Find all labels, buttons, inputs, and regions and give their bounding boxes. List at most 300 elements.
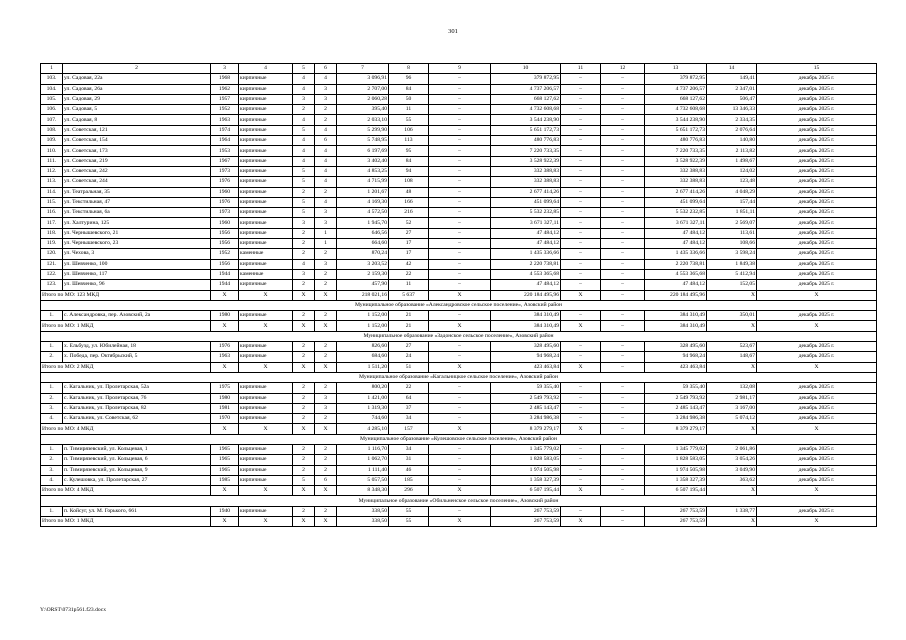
table-cell: 122. <box>41 269 63 279</box>
table-cell: – <box>561 393 601 403</box>
table-cell: – <box>561 249 601 259</box>
table-cell: 1 319,30 <box>337 403 389 413</box>
table-cell: кирпичные <box>239 506 293 516</box>
table-cell: 4 732 608,68 <box>491 105 561 115</box>
table-cell: ул. Садовая, 29 <box>63 94 211 104</box>
table-cell: 3 203,52 <box>337 259 389 269</box>
table-row <box>41 218 877 228</box>
table-cell: 2 <box>293 280 315 290</box>
total-cell: X <box>707 486 757 496</box>
table-cell: ул. Садовая, 26а <box>63 84 211 94</box>
table-cell: кирпичные <box>239 166 293 176</box>
total-row <box>41 424 877 434</box>
total-row <box>41 321 877 331</box>
total-cell: 220 184 495,96 <box>645 290 707 300</box>
table-row <box>41 146 877 156</box>
table-cell: – <box>429 259 491 269</box>
table-cell: 1 828 583,05 <box>491 455 561 465</box>
table-cell: 4 <box>315 74 337 84</box>
table-cell: 668 127,62 <box>491 94 561 104</box>
table-row <box>41 280 877 290</box>
table-row <box>41 393 877 403</box>
table-cell: 2 <box>293 414 315 424</box>
table-cell: 5 651 172,73 <box>645 125 707 135</box>
table-cell: 111. <box>41 156 63 166</box>
total-cell: 220 184 495,96 <box>491 290 561 300</box>
table-cell: 1 <box>315 239 337 249</box>
total-row <box>41 517 877 527</box>
table-cell: 24 <box>389 352 429 362</box>
table-cell: декабрь 2025 г. <box>757 506 877 516</box>
table-cell: – <box>601 444 645 454</box>
table-cell: 3 671 327,11 <box>491 218 561 228</box>
footer-file-path: Y:\ORST\0731p561.f23.docx <box>40 607 106 613</box>
table-cell: 3 671 327,11 <box>645 218 707 228</box>
table-cell: 480 776,83 <box>645 136 707 146</box>
table-cell: – <box>429 197 491 207</box>
table-cell: 5 057,50 <box>337 475 389 485</box>
table-cell: 2 <box>293 403 315 413</box>
table-cell: с. Кагальник, ул. Пролетарская, 76 <box>63 393 211 403</box>
table-cell: ул. Шевченко, 100 <box>63 259 211 269</box>
table-row <box>41 239 877 249</box>
table-cell: 64 <box>389 393 429 403</box>
table-cell: – <box>561 269 601 279</box>
table-cell: 1980 <box>211 393 239 403</box>
table-cell: п. Тимирязевский, ул. Кольцевая, 9 <box>63 465 211 475</box>
total-cell: Итого по МО: 1 МКД <box>41 517 211 527</box>
table-cell: 1965 <box>211 465 239 475</box>
table-cell: 646,56 <box>337 228 389 238</box>
table-cell: 870,24 <box>337 249 389 259</box>
table-cell: 800,20 <box>337 383 389 393</box>
table-cell: – <box>601 115 645 125</box>
table-row <box>41 74 877 84</box>
table-cell: ул. Чехова, 3 <box>63 249 211 259</box>
table-cell: – <box>429 352 491 362</box>
column-number: 6 <box>315 64 337 74</box>
table-cell: 2 677 414,26 <box>645 187 707 197</box>
table-cell: кирпичные <box>239 84 293 94</box>
total-cell: X <box>293 424 315 434</box>
table-cell: – <box>601 259 645 269</box>
table-row <box>41 444 877 454</box>
table-cell: декабрь 2025 г. <box>757 465 877 475</box>
table-cell: п. Тимирязевский, ул. Кольцевая, 1 <box>63 444 211 454</box>
table-cell: ул. Советская, 244 <box>63 177 211 187</box>
table-cell: ул. Советская, 242 <box>63 166 211 176</box>
table-cell: – <box>429 228 491 238</box>
table-cell: 1 945,70 <box>337 218 389 228</box>
total-cell: 21 <box>389 321 429 331</box>
table-row <box>41 177 877 187</box>
table-cell: – <box>429 187 491 197</box>
table-cell: 2 <box>315 444 337 454</box>
table-cell: 124,02 <box>707 166 757 176</box>
table-cell: 84 <box>389 84 429 94</box>
table-cell: кирпичные <box>239 455 293 465</box>
total-cell: X <box>429 362 491 372</box>
table-cell: 4 <box>293 74 315 84</box>
table-cell: декабрь 2025 г. <box>757 208 877 218</box>
table-cell: 1944 <box>211 269 239 279</box>
total-cell: X <box>429 517 491 527</box>
table-row <box>41 269 877 279</box>
table-cell: 5 <box>293 475 315 485</box>
table-cell: – <box>601 74 645 84</box>
table-cell: 1980 <box>211 311 239 321</box>
total-row <box>41 362 877 372</box>
total-cell: X <box>429 424 491 434</box>
table-cell: – <box>561 218 601 228</box>
table-cell: 1 111,40 <box>337 465 389 475</box>
total-cell: X <box>315 362 337 372</box>
table-cell: 379 872,95 <box>645 74 707 84</box>
table-cell: 2 <box>293 352 315 362</box>
total-cell: X <box>315 424 337 434</box>
total-cell: X <box>561 486 601 496</box>
table-row <box>41 403 877 413</box>
table-cell: 451 099,64 <box>491 197 561 207</box>
table-cell: 4. <box>41 414 63 424</box>
table-cell: 31 <box>389 455 429 465</box>
table-cell: – <box>561 156 601 166</box>
table-cell: – <box>561 228 601 238</box>
table-cell: 47 484,12 <box>645 239 707 249</box>
section-header-row <box>41 496 877 506</box>
total-cell: X <box>707 517 757 527</box>
total-cell: 157 <box>389 424 429 434</box>
column-number: 12 <box>601 64 645 74</box>
table-cell: 4 <box>293 136 315 146</box>
total-cell: X <box>239 321 293 331</box>
table-cell: 108 <box>389 177 429 187</box>
total-cell: X <box>757 362 877 372</box>
table-cell: 480 776,83 <box>491 136 561 146</box>
table-cell: 1. <box>41 311 63 321</box>
total-cell: – <box>601 290 645 300</box>
total-cell: X <box>211 486 239 496</box>
table-cell: 1960 <box>211 187 239 197</box>
table-cell: – <box>601 342 645 352</box>
table-cell: 5 <box>293 125 315 135</box>
table-cell: ул. Советская, 219 <box>63 156 211 166</box>
table-cell: 664,60 <box>337 239 389 249</box>
table-cell: 506,47 <box>707 94 757 104</box>
table-cell: кирпичные <box>239 259 293 269</box>
table-cell: 7 220 733,35 <box>491 146 561 156</box>
table-cell: 2 <box>315 383 337 393</box>
table-cell: – <box>429 393 491 403</box>
total-cell: X <box>239 424 293 434</box>
table-cell: декабрь 2025 г. <box>757 94 877 104</box>
table-cell: 2 <box>315 269 337 279</box>
table-cell: с. Кагальник, ул. Советская, 62 <box>63 414 211 424</box>
table-cell: декабрь 2025 г. <box>757 197 877 207</box>
table-cell: 50 <box>389 94 429 104</box>
table-cell: кирпичные <box>239 115 293 125</box>
table-cell: 1 974 505,98 <box>645 465 707 475</box>
table-cell: 17 <box>389 249 429 259</box>
total-cell: X <box>707 321 757 331</box>
table-cell: декабрь 2025 г. <box>757 342 877 352</box>
table-cell: 185 <box>389 475 429 485</box>
table-cell: – <box>429 156 491 166</box>
table-cell: 3 284 986,38 <box>491 414 561 424</box>
table-cell: 4 737 206,57 <box>645 84 707 94</box>
table-cell: 4 853,25 <box>337 166 389 176</box>
table-cell: кирпичные <box>239 280 293 290</box>
table-cell: – <box>601 208 645 218</box>
table-cell: 5 532 232,85 <box>491 208 561 218</box>
table-cell: 103. <box>41 74 63 84</box>
section-title: Муниципальное образование «Кагальницкое сельское поселение», Азовский район <box>41 372 877 382</box>
table-cell: 1 851,11 <box>707 208 757 218</box>
table-cell: кирпичные <box>239 465 293 475</box>
table-cell: 84 <box>389 156 429 166</box>
table-cell: ул. Садовая, 22а <box>63 74 211 84</box>
table-cell: – <box>429 249 491 259</box>
table-cell: – <box>601 197 645 207</box>
total-cell: Итого по МО: 1 МКД <box>41 321 211 331</box>
table-cell: 1976 <box>211 177 239 187</box>
table-cell: – <box>561 465 601 475</box>
table-row <box>41 455 877 465</box>
table-cell: декабрь 2025 г. <box>757 259 877 269</box>
table-cell: 2 <box>315 352 337 362</box>
table-cell: – <box>601 166 645 176</box>
table-cell: – <box>601 352 645 362</box>
table-cell: 2. <box>41 393 63 403</box>
table-cell: декабрь 2025 г. <box>757 444 877 454</box>
table-cell: 3 <box>315 218 337 228</box>
table-row <box>41 84 877 94</box>
column-number: 7 <box>337 64 389 74</box>
table-cell: 3 <box>315 259 337 269</box>
total-cell: X <box>429 290 491 300</box>
table-cell: 332 388,83 <box>645 177 707 187</box>
total-cell: – <box>601 321 645 331</box>
table-cell: 1 435 336,66 <box>491 249 561 259</box>
table-cell: 2 <box>315 506 337 516</box>
table-cell: 4 <box>293 84 315 94</box>
table-cell: декабрь 2025 г. <box>757 239 877 249</box>
total-cell: 6 507 195,44 <box>491 486 561 496</box>
table-cell: – <box>561 187 601 197</box>
table-cell: – <box>429 239 491 249</box>
column-number: 5 <box>293 64 315 74</box>
table-cell: 3 167,00 <box>707 403 757 413</box>
table-cell: 5 412,94 <box>707 269 757 279</box>
table-cell: 3 <box>315 403 337 413</box>
total-cell: X <box>757 290 877 300</box>
total-row <box>41 486 877 496</box>
table-row <box>41 208 877 218</box>
table-cell: 4 553 365,68 <box>645 269 707 279</box>
total-cell: X <box>211 424 239 434</box>
total-cell: 423 463,84 <box>491 362 561 372</box>
table-cell: 1. <box>41 444 63 454</box>
table-cell: 1944 <box>211 280 239 290</box>
table-cell: кирпичные <box>239 414 293 424</box>
table-cell: 1 345 779,02 <box>645 444 707 454</box>
total-cell: X <box>239 486 293 496</box>
table-cell: – <box>561 352 601 362</box>
table-cell: 3 <box>293 94 315 104</box>
table-cell: 2 <box>293 465 315 475</box>
table-cell: 1973 <box>211 208 239 218</box>
table-cell: – <box>429 105 491 115</box>
table-cell: 3 544 238,90 <box>645 115 707 125</box>
table-cell: 2 <box>293 249 315 259</box>
table-cell: 115. <box>41 197 63 207</box>
table-cell: ул. Театральная, 35 <box>63 187 211 197</box>
table-cell: декабрь 2025 г. <box>757 218 877 228</box>
table-cell: 1976 <box>211 197 239 207</box>
section-title: Муниципальное образование «Кулешовское сельское поселение», Азовский район <box>41 434 877 444</box>
table-cell: – <box>561 146 601 156</box>
table-cell: декабрь 2025 г. <box>757 125 877 135</box>
total-cell: 8 379 279,17 <box>645 424 707 434</box>
table-cell: декабрь 2025 г. <box>757 187 877 197</box>
table-cell: 46 <box>389 465 429 475</box>
table-cell: ул. Чернышевского, 21 <box>63 228 211 238</box>
table-cell: п. Койсуг, ул. М. Горького, 661 <box>63 506 211 516</box>
table-cell: 2 <box>293 444 315 454</box>
table-cell: 94 <box>389 166 429 176</box>
table-cell: – <box>561 506 601 516</box>
table-cell: ул. Советская, 154 <box>63 136 211 146</box>
table-cell: 132,08 <box>707 383 757 393</box>
table-cell: кирпичные <box>239 218 293 228</box>
column-number: 9 <box>429 64 491 74</box>
total-cell: X <box>315 321 337 331</box>
table-cell: 121. <box>41 259 63 269</box>
table-cell: 21 <box>389 311 429 321</box>
table-row <box>41 259 877 269</box>
table-cell: – <box>601 249 645 259</box>
column-number-row <box>41 64 877 74</box>
table-cell: 2 549 793,92 <box>645 393 707 403</box>
table-cell: – <box>601 177 645 187</box>
table-cell: 1965 <box>211 455 239 465</box>
table-cell: 11 <box>389 105 429 115</box>
table-cell: 4 <box>293 156 315 166</box>
table-cell: 2 <box>315 342 337 352</box>
table-cell: – <box>601 414 645 424</box>
table-cell: 120. <box>41 249 63 259</box>
table-cell: 2 <box>293 311 315 321</box>
table-cell: декабрь 2025 г. <box>757 393 877 403</box>
table-cell: – <box>601 218 645 228</box>
table-cell: кирпичные <box>239 228 293 238</box>
table-cell: – <box>601 187 645 197</box>
table-cell: – <box>561 280 601 290</box>
total-cell: X <box>707 362 757 372</box>
table-cell: – <box>561 125 601 135</box>
table-cell: 3 049,90 <box>707 465 757 475</box>
total-cell: X <box>239 290 293 300</box>
table-cell: кирпичные <box>239 156 293 166</box>
table-cell: декабрь 2025 г. <box>757 146 877 156</box>
table-cell: х. Победа, пер. Октябрьский, 5 <box>63 352 211 362</box>
table-cell: 395,40 <box>337 105 389 115</box>
table-cell: 1 062,70 <box>337 455 389 465</box>
table-cell: 2 060,28 <box>337 94 389 104</box>
table-cell: кирпичные <box>239 146 293 156</box>
table-cell: – <box>429 166 491 176</box>
table-row <box>41 166 877 176</box>
table-cell: ул. Шевченко, 96 <box>63 280 211 290</box>
table-cell: 2 <box>315 311 337 321</box>
table-cell: – <box>561 177 601 187</box>
table-cell: п. Тимирязевский, ул. Кольцевая, 6 <box>63 455 211 465</box>
table-cell: 4 715,99 <box>337 177 389 187</box>
table-cell: декабрь 2025 г. <box>757 403 877 413</box>
table-cell: – <box>429 403 491 413</box>
table-cell: декабрь 2025 г. <box>757 475 877 485</box>
table-cell: – <box>429 136 491 146</box>
table-cell: 2 <box>293 187 315 197</box>
table-cell: 2 707,00 <box>337 84 389 94</box>
table-cell: 2 <box>293 342 315 352</box>
table-cell: 1970 <box>211 414 239 424</box>
table-cell: 6 <box>315 136 337 146</box>
table-cell: 4 553 365,68 <box>491 269 561 279</box>
table-cell: 107. <box>41 115 63 125</box>
total-cell: X <box>315 290 337 300</box>
table-cell: 106 <box>389 125 429 135</box>
table-cell: – <box>561 311 601 321</box>
total-cell: X <box>211 321 239 331</box>
section-title: Муниципальное образование «Задонское сельское поселение», Азовский район <box>41 331 877 341</box>
table-cell: 4 <box>293 259 315 269</box>
table-cell: – <box>601 269 645 279</box>
table-row <box>41 383 877 393</box>
table-cell: 826,60 <box>337 342 389 352</box>
column-number: 13 <box>645 64 707 74</box>
table-cell: ул. Халтурина, 125 <box>63 218 211 228</box>
table-cell: 55 <box>389 115 429 125</box>
table-cell: декабрь 2025 г. <box>757 136 877 146</box>
table-cell: 5 651 172,73 <box>491 125 561 135</box>
total-cell: X <box>707 424 757 434</box>
table-cell: декабрь 2025 г. <box>757 383 877 393</box>
section-title: Муниципальное образование «Обильненское сельское поселение», Азовский район <box>41 496 877 506</box>
table-cell: 1 421,00 <box>337 393 389 403</box>
table-cell: декабрь 2025 г. <box>757 228 877 238</box>
total-cell: – <box>601 424 645 434</box>
table-cell: – <box>429 84 491 94</box>
table-cell: декабрь 2025 г. <box>757 269 877 279</box>
total-cell: X <box>315 486 337 496</box>
table-cell: 117. <box>41 218 63 228</box>
table-cell: 119. <box>41 239 63 249</box>
table-cell: 5 299,90 <box>337 125 389 135</box>
section-header-row <box>41 372 877 382</box>
total-cell: 218 021,16 <box>337 290 389 300</box>
table-cell: – <box>429 146 491 156</box>
table-cell: – <box>601 280 645 290</box>
table-cell: 104. <box>41 84 63 94</box>
table-cell: кирпичные <box>239 393 293 403</box>
table-cell: декабрь 2025 г. <box>757 455 877 465</box>
table-cell: 3. <box>41 465 63 475</box>
table-cell: кирпичные <box>239 342 293 352</box>
table-row <box>41 115 877 125</box>
column-number: 2 <box>63 64 211 74</box>
table-cell: 114. <box>41 187 63 197</box>
